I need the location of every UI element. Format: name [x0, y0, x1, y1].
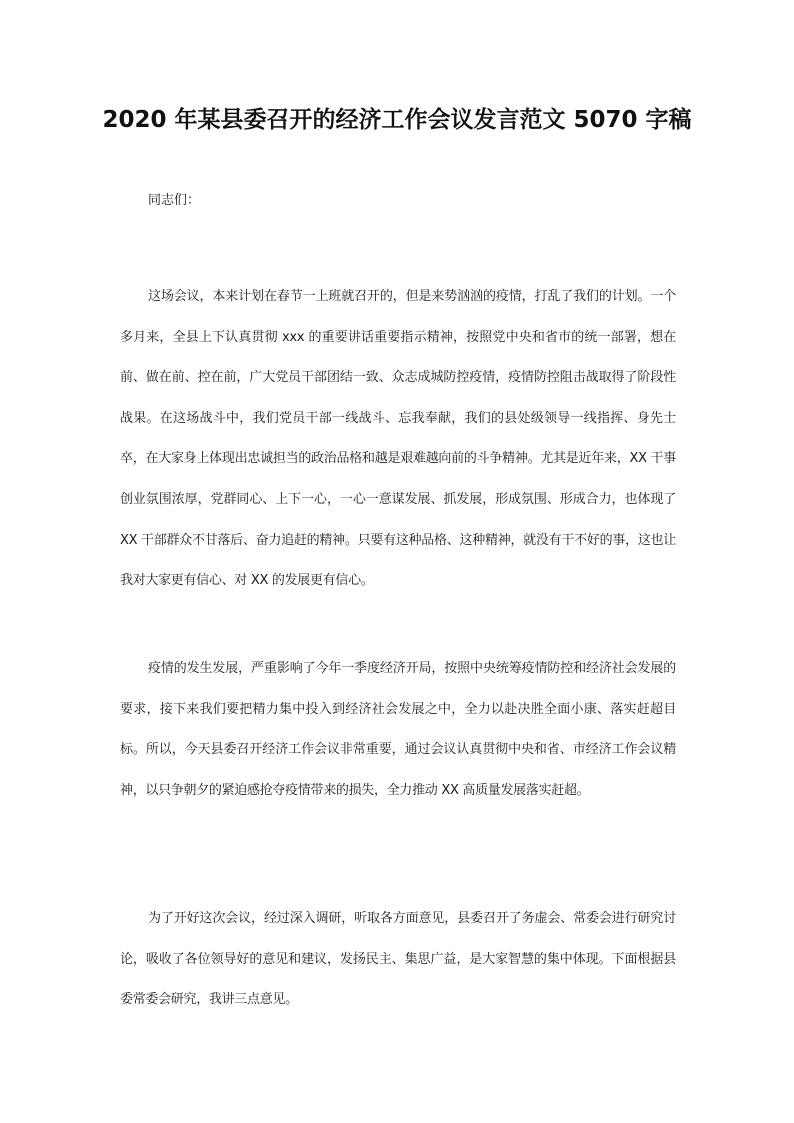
paragraph-2: 疫情的发生发展，严重影响了今年一季度经济开局，按照中央统筹疫情防控和经济社会发展的要求，接下来我们要把精力集中投入到经济社会发展之中，全力以赴决胜全面小康、落实赶超目标。所以，今天县委召开经济工作会议非常重要，通过会议认真贯彻中央和省、市经济工作会议精神，以只争朝夕的紧迫感抢夺疫情带来的损失，全力推动 XX 高质量发展落实赶超。 [120, 661, 676, 798]
paragraph-3: 为了开好这次会议，经过深入调研，听取各方面意见，县委召开了务虚会、常委会进行研究讨论，吸收了各位领导好的意见和建议，发扬民主、集思广益，是大家智慧的集中体现。下面根据县委常委会研究，我讲三点意见。 [120, 911, 676, 1008]
document-title: 2020 年某县委召开的经济工作会议发言范文 5070 字稿 [102, 107, 692, 133]
greeting-text: 同志们： [148, 193, 201, 208]
paragraph-1: 这场会议，本来计划在春节一上班就召开的，但是来势汹汹的疫情，打乱了我们的计划。一个多月来，全县上下认真贯彻 xxx 的重要讲话重要指示精神，按照党中央和省市的统一部署，想在前、做在前、控在前，广大党员干部团结一致、众志成城防控疫情，疫情防控阻击战取得了阶段性战果。在这场战斗中，我们党员干部一线战斗、忘我奉献，我们的县处级领导一线指挥、身先士卒，在大家身上体现出忠诚担当的政治品格和越是艰难越向前的斗争精神。尤其是近年来，XX 干事创业氛围浓厚，党群同心、上下一心，一心一意谋发展、抓发展，形成氛围、形成合力，也体现了 XX 干部群众不甘落后、奋力追赶的精神。只要有这种品格、这种精神，就没有干不好的事，这也让我对大家更有信心、对 XX 的发展更有信心。 [120, 289, 676, 589]
